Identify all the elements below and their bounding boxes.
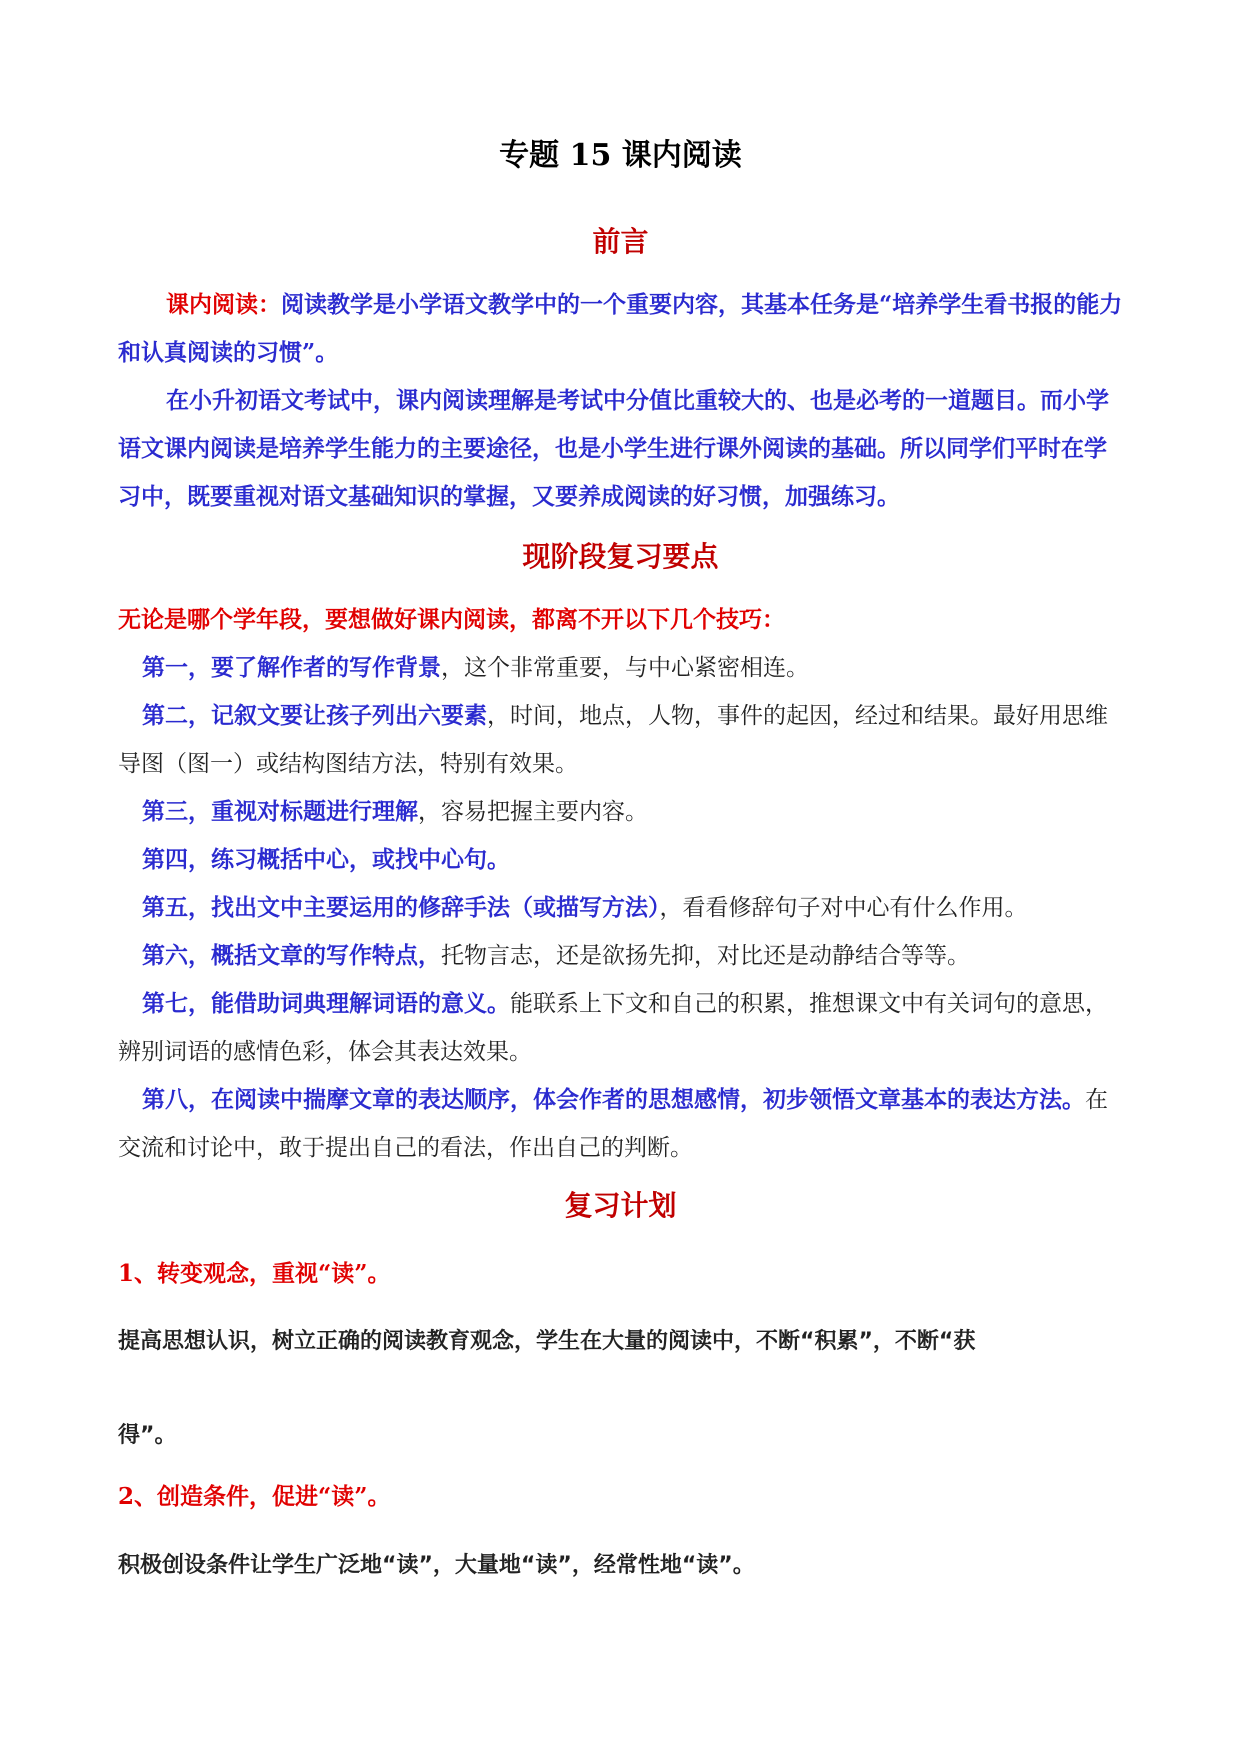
key-point-item: 第五，找出文中主要运用的修辞手法（或描写方法），看看修辞句子对中心有什么作用。 [142,894,1028,921]
key-point-item: 第三，重视对标题进行理解，容易把握主要内容。 [142,798,648,825]
document-title: 专题 15 课内阅读 [499,138,742,173]
heading-key-points: 现阶段复习要点 [522,540,719,573]
key-point-item: 第二，记叙文要让孩子列出六要素，时间，地点，人物，事件的起因，经过和结果。最好用思维导图（图一）或结构图结方法，特别有效果。 [118,702,1108,777]
preface-text-2: 在小升初语文考试中，课内阅读理解是考试中分值比重较大的、也是必考的一道题目。而小学语文课内阅读是培养学生能力的主要途径，也是小学生进行课外阅读的基础。所以同学们平时在学习中，既要重视对语文基础知识的掌握，又要养成阅读的好习惯，加强练习。 [118,387,1109,510]
preface-paragraph-2 [118,377,1128,521]
key-point-item: 第七，能借助词典理解词语的意义。能联系上下文和自己的积累，推想课文中有关词句的意思，辨别词语的感情色彩，体会其表达效果。 [118,990,1108,1065]
plan-section-1-text-b: 得”。 [118,1423,177,1448]
preface-paragraph-1 [118,281,1128,377]
key-point-item: 第八，在阅读中揣摩文章的表达顺序，体会作者的思想感情，初步领悟文章基本的表达方法。在交流和讨论中，敢于提出自己的看法，作出自己的判断。 [118,1086,1108,1161]
key-points-intro [118,596,1128,644]
key-point-item: 第六，概括文章的写作特点，托物言志，还是欲扬先抑，对比还是动静结合等等。 [142,942,970,969]
plan-section-1-text-a: 提高思想认识，树立正确的阅读教育观念，学生在大量的阅读中，不断“积累”，不断“获 [118,1329,976,1354]
key-point-item: 第四，练习概括中心，或找中心句。 [142,846,510,873]
plan-section-2-heading: 2、创造条件，促进“读”。 [118,1483,391,1510]
key-point-item: 第一，要了解作者的写作背景，这个非常重要，与中心紧密相连。 [142,654,809,681]
preface-text-1: 阅读教学是小学语文教学中的一个重要内容，其基本任务是“培养学生看书报的能力和认真阅读的习惯”。 [118,291,1123,366]
heading-plan: 复习计划 [564,1189,677,1222]
key-points-intro-text: 无论是哪个学年段，要想做好课内阅读，都离不开以下几个技巧： [118,606,785,633]
plan-section-1-heading: 1、转变观念，重视“读”。 [118,1260,391,1287]
heading-preface: 前言 [592,225,649,258]
preface-label: 课内阅读： [166,291,281,318]
plan-section-2-text: 积极创设条件让学生广泛地“读”，大量地“读”，经常性地“读”。 [118,1553,755,1578]
